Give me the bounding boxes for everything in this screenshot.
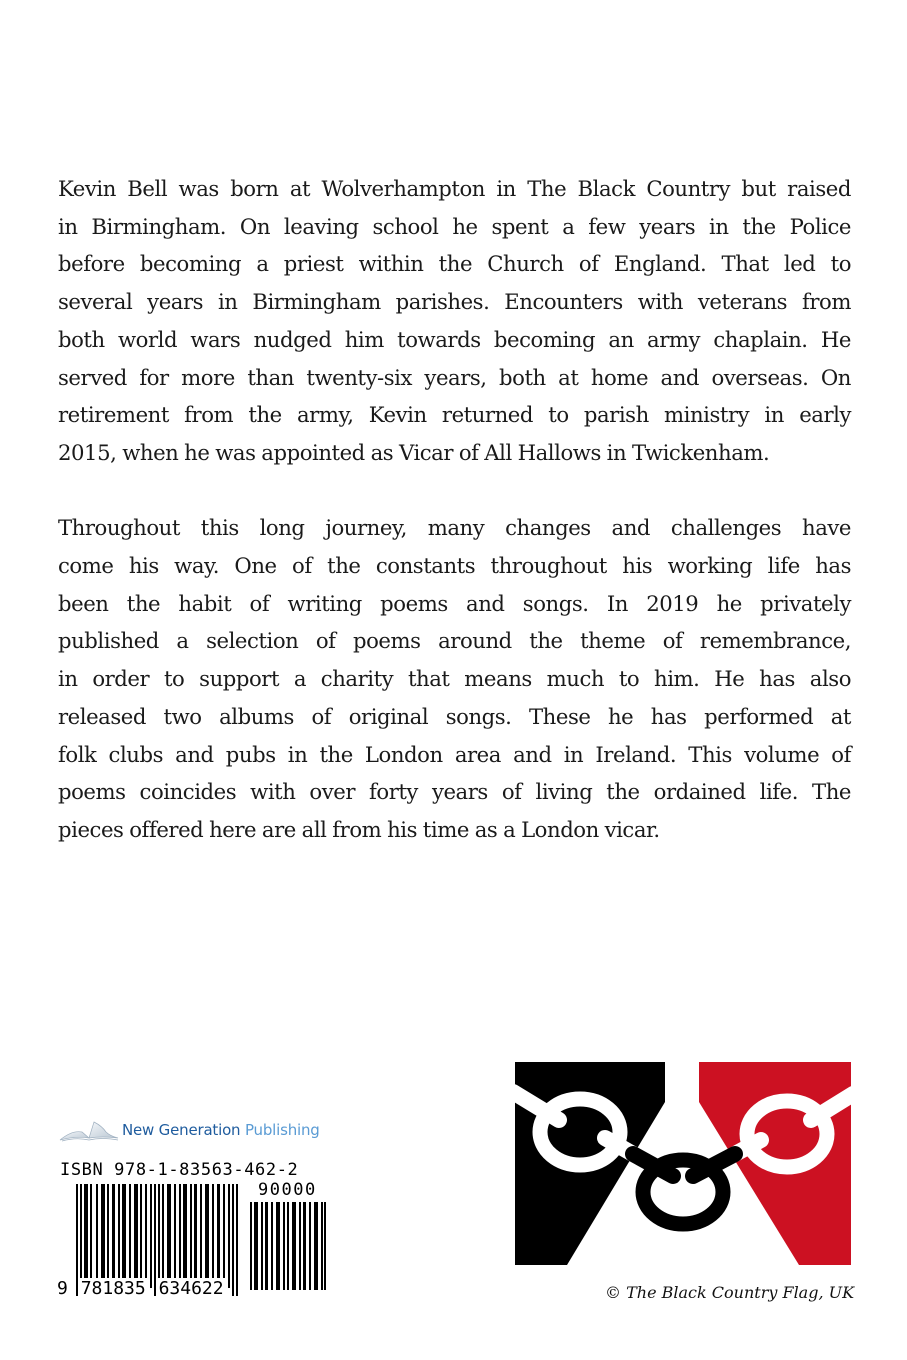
bio-line: been the habit of writing poems and songs. In 2019 he privately bbox=[58, 590, 851, 616]
flag-caption: © The Black Country Flag, UK bbox=[605, 1283, 855, 1302]
bio-line: poems coincides with over forty years of living the ordained life. The bbox=[58, 779, 851, 805]
barcode-digits-group1: 781835 bbox=[80, 1278, 146, 1299]
barcode-digits-group2: 634622 bbox=[158, 1278, 224, 1299]
bio-line: before becoming a priest within the Church of England. That led to bbox=[58, 251, 851, 277]
bio-line: Throughout this long journey, many changes and challenges have bbox=[58, 515, 851, 541]
bio-line: come his way. One of the constants throughout his working life has bbox=[58, 553, 851, 579]
bio-line: Kevin Bell was born at Wolverhampton in The Black Country but raised bbox=[58, 176, 851, 201]
bio-line: in order to support a charity that means much to him. He has also bbox=[58, 666, 851, 692]
publisher-name bbox=[122, 1121, 320, 1139]
publisher-name-part2: Publishing bbox=[244, 1121, 320, 1139]
bio-line: retirement from the army, Kevin returned to parish ministry in early bbox=[58, 402, 851, 428]
publisher-name-part1: New Generation bbox=[122, 1121, 245, 1139]
barcode-addon-bars-icon bbox=[250, 1202, 326, 1290]
bio-line: published a selection of poems around the theme of remembrance, bbox=[58, 628, 851, 654]
bio-line: released two albums of original songs. These he has performed at bbox=[58, 703, 851, 729]
open-book-icon bbox=[58, 1116, 120, 1144]
publisher-logo bbox=[58, 1116, 320, 1144]
barcode-digit-lead: 9 bbox=[57, 1278, 68, 1299]
bio-paragraph-2 bbox=[58, 509, 851, 848]
bio-line: several years in Birmingham parishes. Encounters with veterans from bbox=[58, 289, 851, 315]
bio-line: 2015, when he was appointed as Vicar of All Hallows in Twickenham. bbox=[58, 439, 770, 465]
bio-line: served for more than twenty-six years, both at home and overseas. On bbox=[58, 364, 851, 390]
barcode-digits bbox=[56, 1278, 225, 1299]
isbn-barcode bbox=[57, 1160, 322, 1305]
bio-line: folk clubs and pubs in the London area and in Ireland. This volume of bbox=[58, 741, 851, 767]
bio-line: in Birmingham. On leaving school he spent a few years in the Police bbox=[58, 213, 851, 239]
barcode-addon-number: 90000 bbox=[258, 1180, 317, 1200]
isbn-label: ISBN 978-1-83563-462-2 bbox=[60, 1160, 299, 1180]
bio-paragraph-1 bbox=[58, 170, 851, 472]
bio-line: pieces offered here are all from his time as a London vicar. bbox=[58, 816, 660, 842]
author-biography bbox=[58, 170, 851, 849]
black-country-flag-chain-icon bbox=[515, 1062, 851, 1265]
bio-line: both world wars nudged him towards becoming an army chaplain. He bbox=[58, 326, 851, 352]
